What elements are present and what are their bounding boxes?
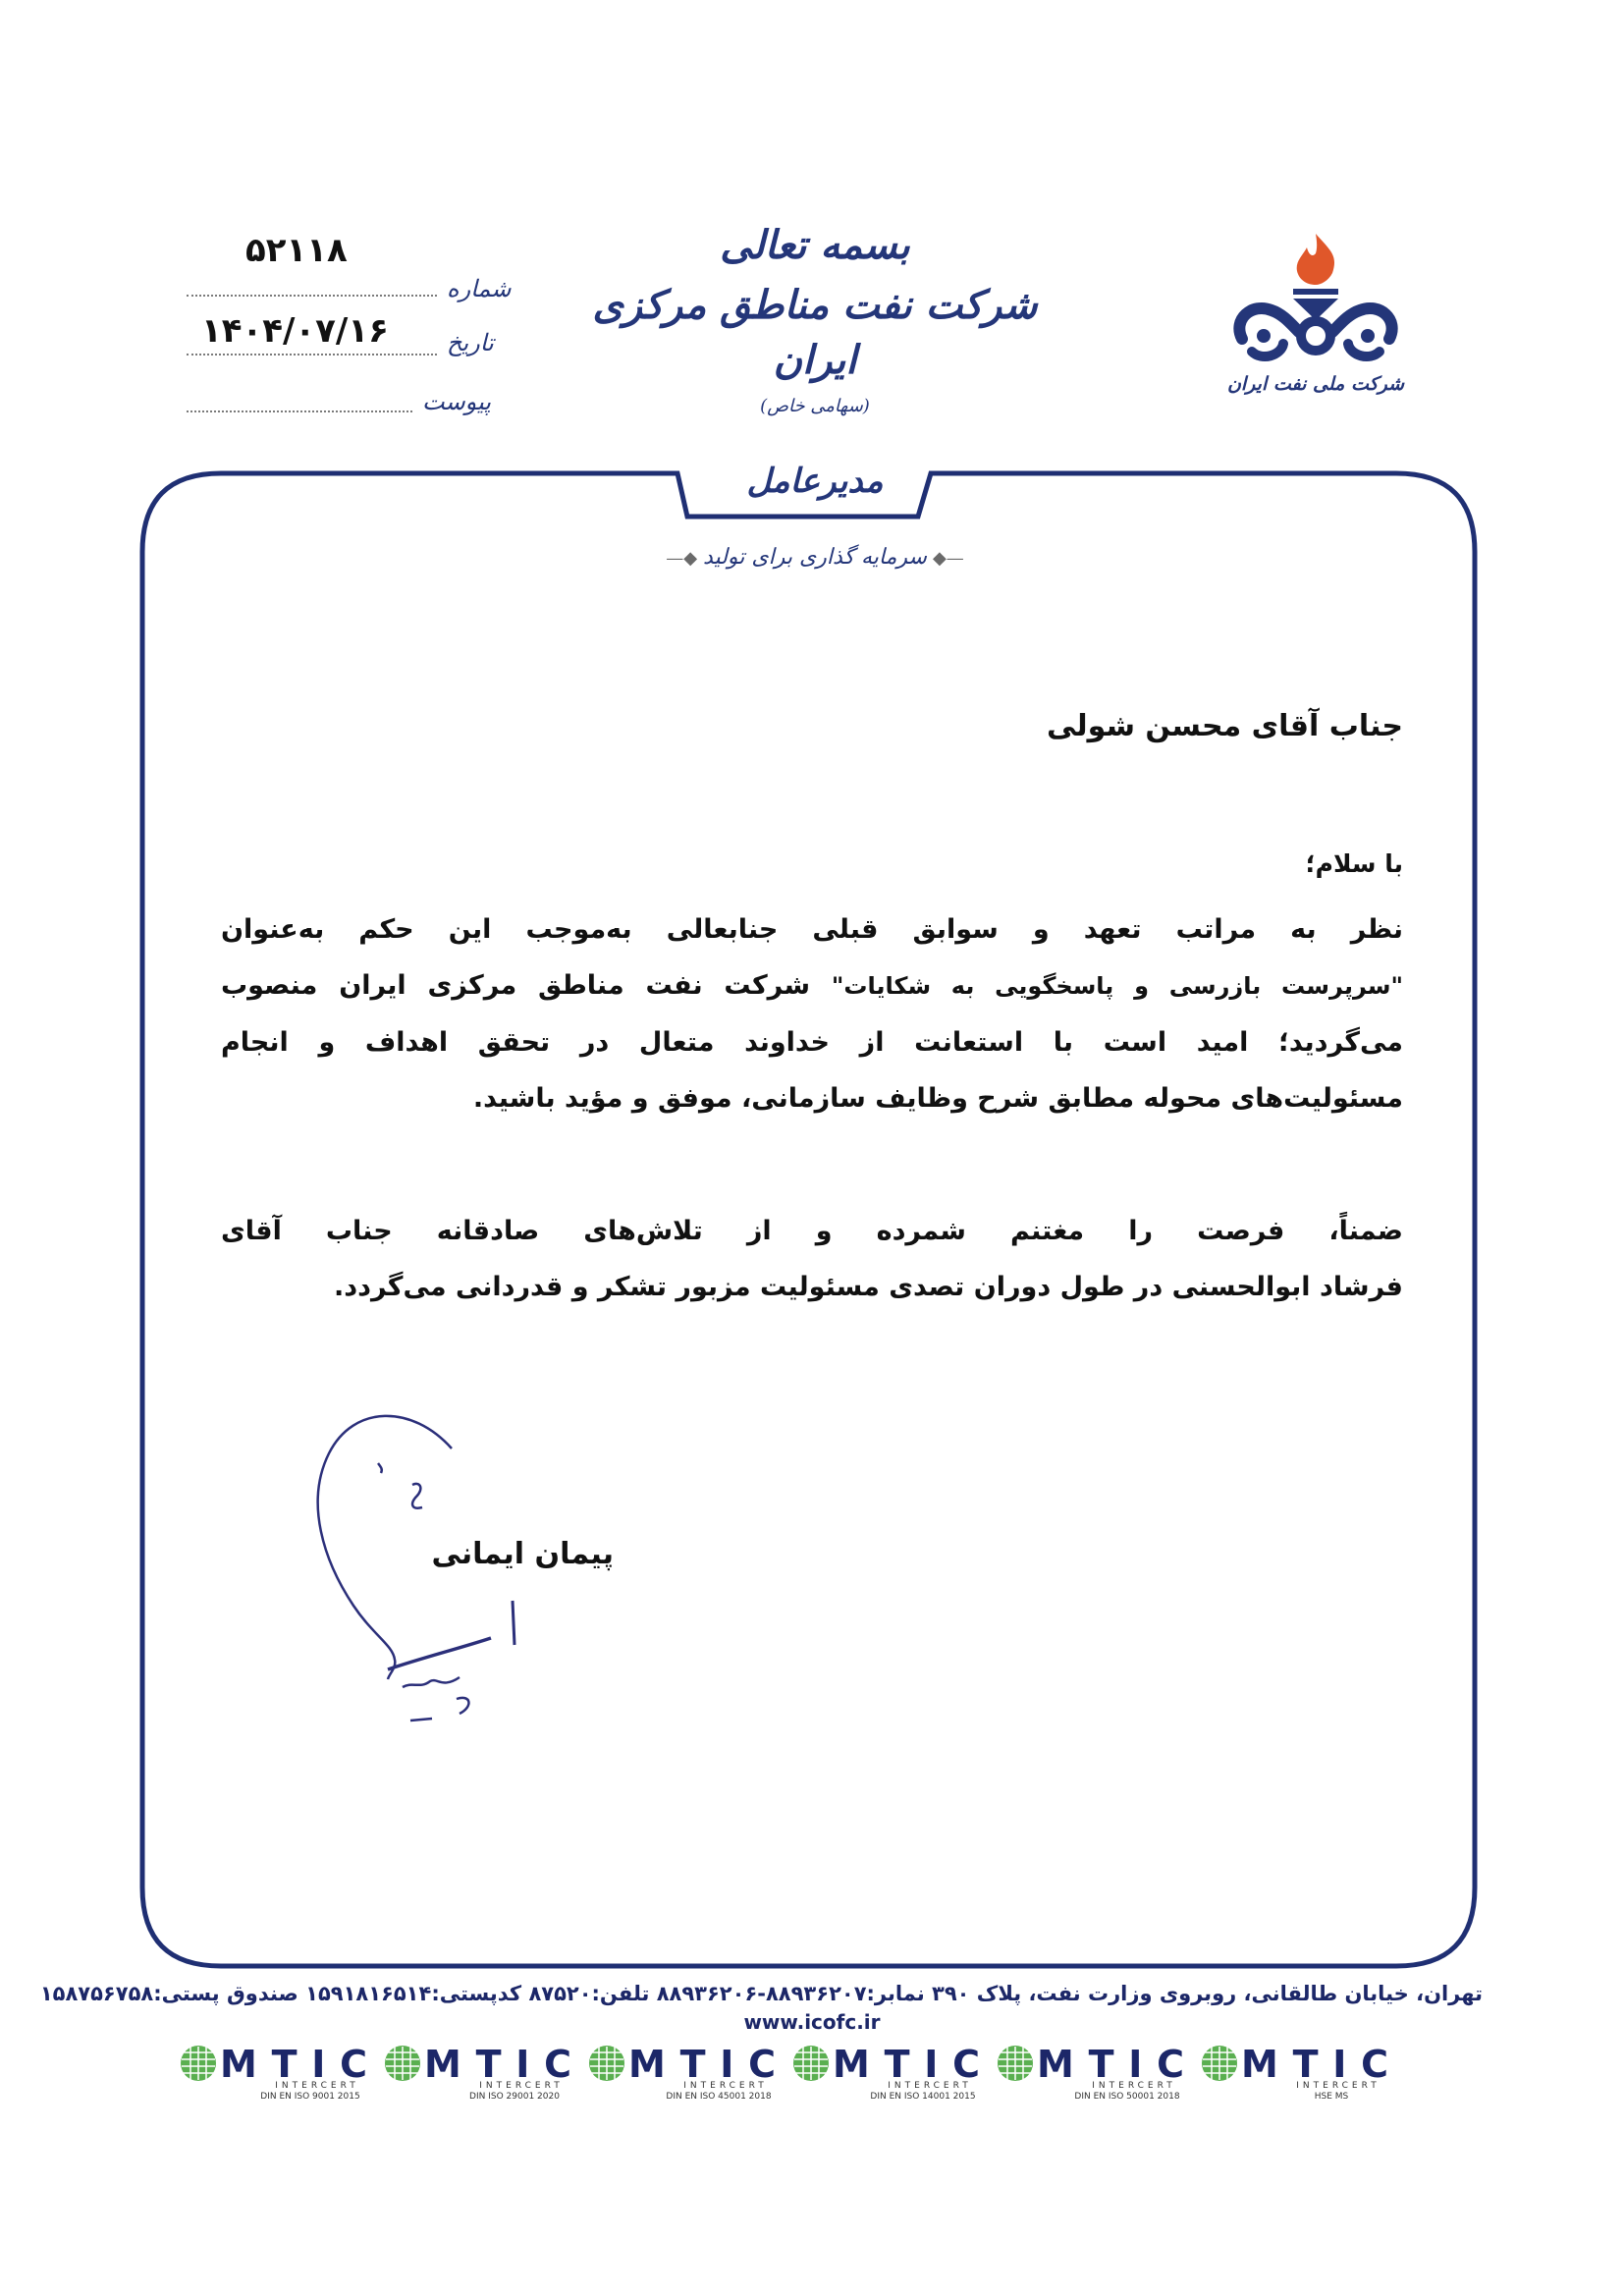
company-logo: [1222, 226, 1409, 412]
footer-website[interactable]: www.icofc.ir: [743, 2010, 881, 2034]
company-type: (سهامی خاص): [760, 396, 870, 416]
greeting: با سلام؛: [1305, 849, 1403, 878]
paragraph-line: فرشاد ابوالحسنی در طول دوران تصدی مسئولیت مزبور تشکر و قدردانی می‌گردد.: [334, 1272, 1403, 1302]
position-title: "سرپرست بازرسی و پاسخگویی به شکایات": [831, 972, 1403, 1000]
attachment-label: پیوست: [422, 388, 491, 415]
cert-standard: DIN ISO 29001 2020: [469, 2092, 560, 2102]
paragraph-line: ضمناً، فرصت را مغتنم شمرده و از تلاش‌های صادقانه جناب آقای: [221, 1216, 1403, 1246]
letter-number-line: [187, 295, 437, 297]
letter-date-label: تاریخ: [447, 329, 494, 356]
cert-issuer: INTERCERT: [479, 2081, 564, 2091]
certification-badge: [789, 2045, 986, 2104]
addressee: جناب آقای محسن شولی: [1047, 709, 1403, 743]
cert-brand: MTIC: [833, 2045, 980, 2082]
cert-standard: DIN EN ISO 14001 2015: [870, 2092, 976, 2102]
certification-logos: [177, 2045, 1394, 2104]
cert-issuer: INTERCERT: [683, 2081, 768, 2091]
handwritten-signature: [295, 1394, 687, 1768]
globe-logo-icon: [585, 2045, 782, 2082]
logo-caption: شرکت ملی نفت ایران: [1226, 373, 1405, 395]
letter-date: ۱۴۰۴/۰۷/۱۶: [201, 311, 389, 351]
letterhead-center: [550, 221, 1080, 421]
cert-brand: MTIC: [628, 2045, 776, 2082]
cert-standard: DIN EN ISO 9001 2015: [260, 2092, 360, 2102]
attachment-line: [187, 410, 412, 412]
flame-icon: [1297, 234, 1334, 285]
letter-paragraph-2: [221, 1203, 1403, 1315]
register-block: [187, 231, 512, 427]
cert-brand: MTIC: [424, 2045, 571, 2082]
cert-standard: HSE MS: [1314, 2092, 1349, 2102]
certification-badge: [177, 2045, 373, 2104]
certification-badge: [994, 2045, 1190, 2104]
certification-badge: [585, 2045, 782, 2104]
globe-logo-icon: [381, 2045, 577, 2082]
letter-number: ۵۲۱۱۸: [245, 231, 348, 270]
cert-issuer: INTERCERT: [275, 2081, 359, 2091]
cert-issuer: INTERCERT: [1296, 2081, 1380, 2091]
globe-logo-icon: [789, 2045, 986, 2082]
cert-brand: MTIC: [220, 2045, 367, 2082]
globe-logo-icon: [994, 2045, 1190, 2082]
cert-standard: DIN EN ISO 45001 2018: [666, 2092, 772, 2102]
paragraph-line: نظر به مراتب تعهد و سوابق قبلی جنابعالی به‌موجب این حکم به‌عنوان: [221, 914, 1403, 945]
invocation: بسمه تعالی: [720, 222, 910, 268]
cert-issuer: INTERCERT: [1092, 2081, 1176, 2091]
letter-paragraph-1: [221, 902, 1403, 1126]
slogan-text: سرمایه گذاری برای تولید: [703, 545, 927, 570]
cert-brand: MTIC: [1241, 2045, 1388, 2082]
certification-badge: [1198, 2045, 1394, 2104]
paragraph-line-rest: شرکت نفت مناطق مرکزی ایران منصوب: [221, 970, 811, 1001]
signer-name: پیمان ایمانی: [431, 1537, 614, 1571]
ornament-icon: ◆—: [666, 548, 698, 569]
certification-badge: [381, 2045, 577, 2104]
slogan-line: [589, 545, 1041, 570]
cert-brand: MTIC: [1037, 2045, 1184, 2082]
letter-date-line: [187, 354, 437, 355]
globe-logo-icon: [177, 2045, 373, 2082]
paragraph-line: [221, 957, 1403, 1014]
nioc-logo-icon: [1222, 226, 1409, 373]
cert-standard: DIN EN ISO 50001 2018: [1074, 2092, 1180, 2102]
letter-number-label: شماره: [447, 275, 512, 302]
department-title: مدیرعامل: [746, 462, 884, 501]
paragraph-line: مسئولیت‌های محوله مطابق شرح وظایف سازمانی، موفق و مؤید باشید.: [472, 1083, 1403, 1114]
cert-issuer: INTERCERT: [888, 2081, 972, 2091]
globe-logo-icon: [1198, 2045, 1394, 2082]
company-name: شرکت نفت مناطق مرکزی ایران: [592, 282, 1038, 383]
paragraph-line: می‌گردید؛ امید است با استعانت از خداوند متعال در تحقق اهداف و انجام: [221, 1027, 1403, 1058]
ornament-icon: —◆: [932, 548, 964, 569]
footer-address: تهران، خیابان طالقانی، روبروی وزارت نفت، پلاک ۳۹۰ نمابر:۸۸۹۳۶۲۰۷-۸۸۹۳۶۲۰۶ تلفن:۸۷۵۲۰ کدپستی:۱۵۹۱۸۱۶۵۱۴ صندوق پستی:۱۵۸۷۵۶۷۵۸: [39, 1982, 1483, 2005]
